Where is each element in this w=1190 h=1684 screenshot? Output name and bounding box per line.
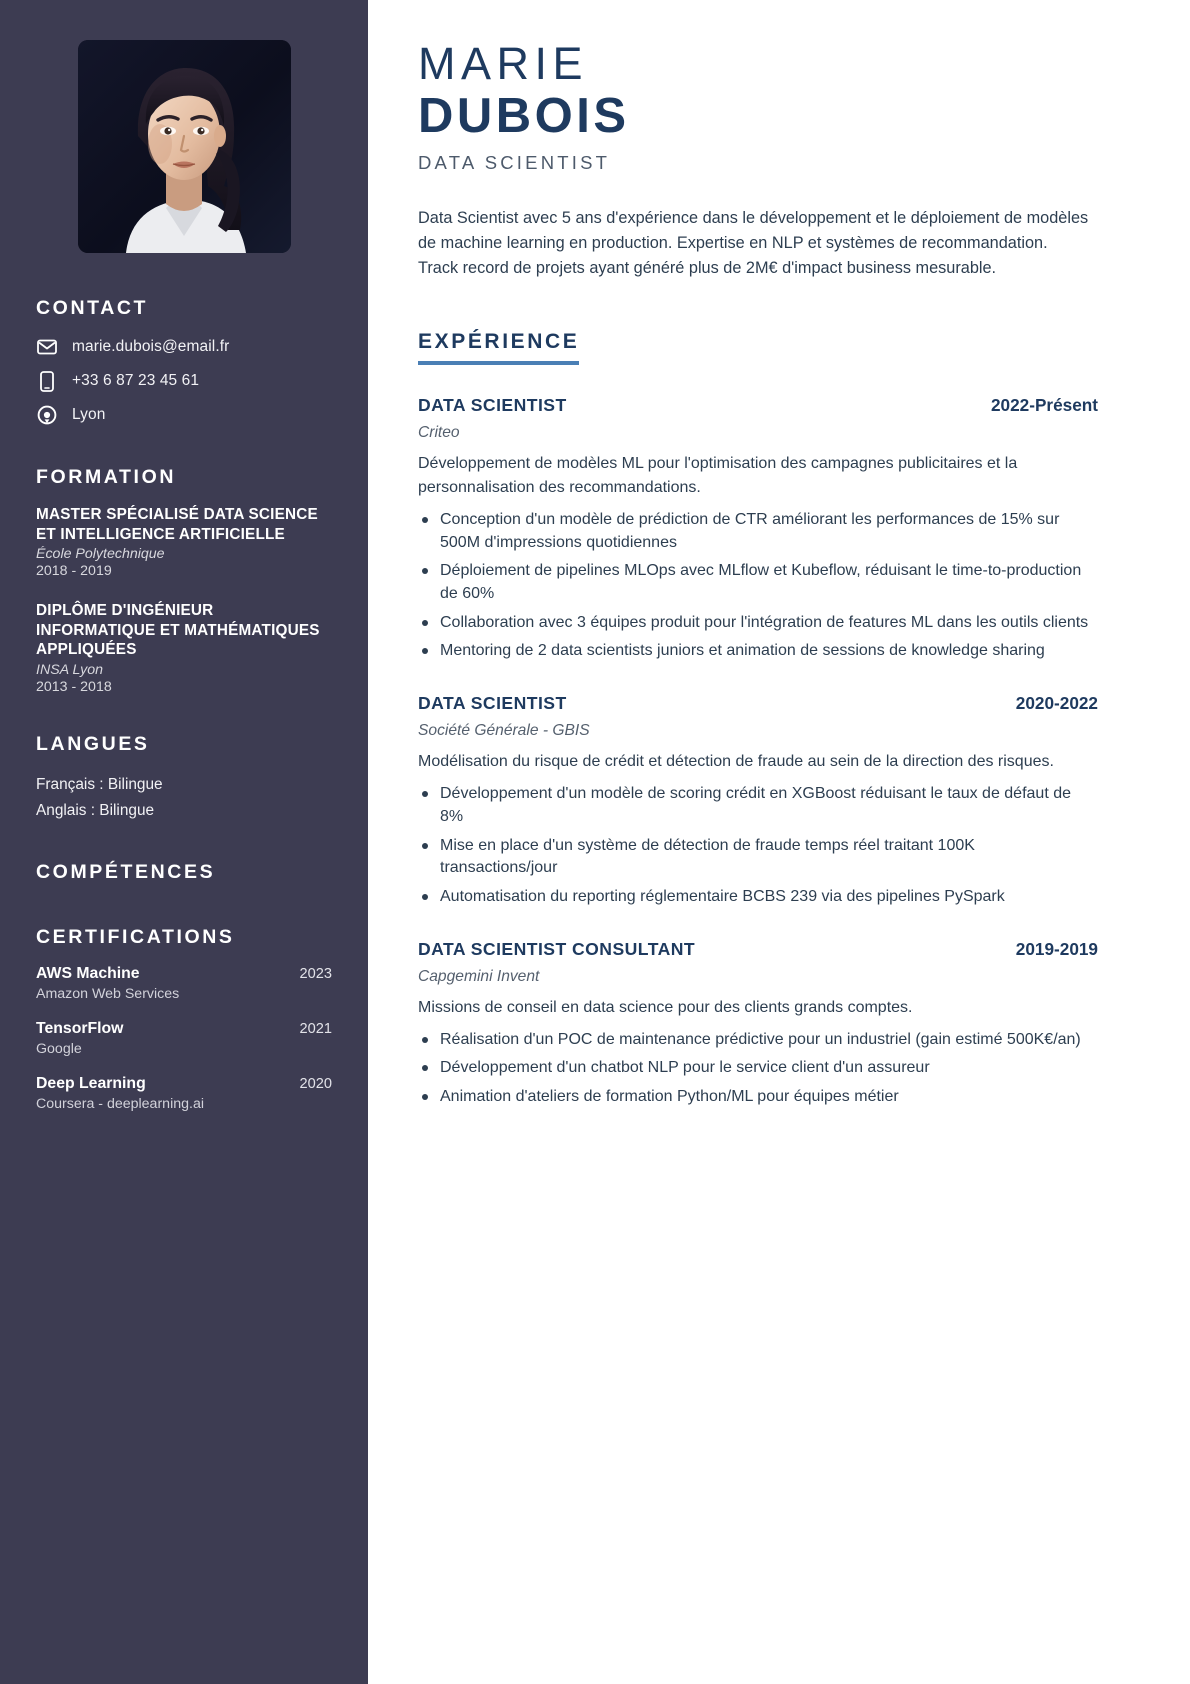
certification-item	[36, 1075, 332, 1112]
langues-heading: LANGUES	[36, 732, 150, 755]
experience-period: 2022-Présent	[990, 394, 1098, 415]
experience-bullet: Mentoring de 2 data scientists juniors et animation de sessions de knowledge sharing	[418, 640, 1090, 663]
envelope-icon	[36, 336, 58, 358]
experience-entry	[418, 939, 1098, 1109]
contact-location-row	[36, 404, 332, 426]
contact-section	[36, 297, 332, 426]
education-years: 2013 - 2018	[36, 678, 112, 695]
education-years: 2018 - 2019	[36, 563, 112, 580]
experience-entry	[418, 395, 1098, 663]
contact-email-value: marie.dubois@email.fr	[72, 338, 230, 355]
experience-bullet: Conception d'un modèle de prédiction de CTR améliorant les performances de 15% sur 500M d'impressions quotidiennes	[418, 509, 1090, 554]
contact-location-value: Lyon	[72, 406, 106, 423]
experience-header	[418, 693, 1098, 714]
certification-item	[36, 1020, 332, 1057]
experience-bullet: Mise en place d'un système de détection de fraude temps réel traitant 100K transactions/jour	[418, 835, 1090, 880]
experience-company: Société Générale - GBIS	[418, 722, 590, 740]
certification-name: AWS Machine	[36, 964, 140, 982]
certification-name: TensorFlow	[36, 1019, 124, 1037]
experience-bullet: Développement d'un chatbot NLP pour le service client d'un assureur	[418, 1057, 1090, 1080]
experience-company: Capgemini Invent	[418, 967, 540, 985]
competences-heading: COMPÉTENCES	[36, 860, 216, 883]
experience-description: Développement de modèles ML pour l'optimisation des campagnes publicitaires et la personnalisation des recommandations.	[418, 454, 1018, 496]
education-degree: MASTER SPÉCIALISÉ DATA SCIENCE ET INTELLIGENCE ARTIFICIELLE	[36, 506, 318, 543]
experience-bullet: Collaboration avec 3 équipes produit pour l'intégration de features ML dans les outils clients	[418, 612, 1090, 635]
certification-issuer: Google	[36, 1040, 82, 1057]
experience-period: 2020-2022	[1015, 693, 1098, 714]
certification-year: 2023	[299, 965, 332, 982]
experience-role: DATA SCIENTIST CONSULTANT	[418, 938, 696, 959]
contact-phone-row	[36, 370, 332, 392]
certification-issuer: Amazon Web Services	[36, 985, 180, 1002]
profile-photo	[78, 40, 291, 253]
certifications-section	[36, 926, 332, 1112]
experience-company: Criteo	[418, 423, 460, 441]
contact-heading: CONTACT	[36, 297, 149, 319]
experience-heading: EXPÉRIENCE	[418, 330, 579, 365]
experience-entry	[418, 693, 1098, 909]
experience-role: DATA SCIENTIST	[418, 394, 567, 415]
contact-email-row	[36, 336, 332, 358]
experience-description: Modélisation du risque de crédit et détection de fraude au sein de la direction des risques.	[418, 753, 1054, 771]
certifications-heading: CERTIFICATIONS	[36, 925, 235, 948]
contact-phone-value: +33 6 87 23 45 61	[72, 372, 200, 389]
education-school: École Polytechnique	[36, 546, 165, 563]
location-pin-icon	[36, 404, 58, 426]
experience-bullet: Déploiement de pipelines MLOps avec MLflow et Kubeflow, réduisant le time-to-production de 60%	[418, 560, 1090, 605]
experience-bullet-list	[418, 509, 1098, 663]
certification-header	[36, 1075, 332, 1093]
experience-bullet: Animation d'ateliers de formation Python/ML pour équipes métier	[418, 1086, 1090, 1109]
language-item: Anglais : Bilingue	[36, 802, 155, 820]
certification-name: Deep Learning	[36, 1074, 146, 1092]
experience-bullet: Développement d'un modèle de scoring crédit en XGBoost réduisant le taux de défaut de 8%	[418, 783, 1090, 828]
certification-header	[36, 1020, 332, 1038]
experience-bullet: Réalisation d'un POC de maintenance prédictive pour un industriel (gain estimé 500K€/an)	[418, 1029, 1090, 1052]
phone-icon	[36, 370, 58, 392]
headline-job-title: DATA SCIENTIST	[418, 151, 611, 173]
last-name: DUBOIS	[418, 88, 630, 143]
certification-year: 2021	[299, 1020, 332, 1037]
experience-header	[418, 395, 1098, 416]
certification-item	[36, 965, 332, 1002]
experience-bullet: Automatisation du reporting réglementaire BCBS 239 via des pipelines PySpark	[418, 886, 1090, 909]
experience-bullet-list	[418, 783, 1098, 909]
experience-header	[418, 939, 1098, 960]
formation-heading: FORMATION	[36, 466, 177, 488]
education-item	[36, 601, 332, 695]
portrait-illustration	[78, 40, 291, 253]
experience-bullet-list	[418, 1029, 1098, 1109]
langues-section	[36, 733, 332, 825]
experience-period: 2019-2019	[1015, 938, 1098, 959]
sidebar	[0, 0, 368, 1684]
experience-description: Missions de conseil en data science pour des clients grands comptes.	[418, 998, 913, 1016]
education-school: INSA Lyon	[36, 661, 104, 678]
language-item: Français : Bilingue	[36, 775, 163, 793]
main-content	[368, 0, 1190, 1684]
certification-issuer: Coursera - deeplearning.ai	[36, 1095, 204, 1112]
competences-section	[36, 861, 332, 884]
experience-role: DATA SCIENTIST	[418, 693, 567, 714]
professional-summary: Data Scientist avec 5 ans d'expérience dans le développement et le déploiement de modèles de machine learning en production. Expertise en NLP et systèmes de recommandation. Track record de projets ayant généré plus de 2M€ d'impact business mesurable.	[418, 208, 1089, 278]
education-item	[36, 505, 332, 579]
certification-year: 2020	[299, 1075, 332, 1092]
education-degree: DIPLÔME D'INGÉNIEUR INFORMATIQUE ET MATHÉMATIQUES APPLIQUÉES	[36, 602, 320, 659]
certification-header	[36, 965, 332, 983]
first-name: MARIE	[418, 38, 589, 89]
formation-section	[36, 466, 332, 695]
